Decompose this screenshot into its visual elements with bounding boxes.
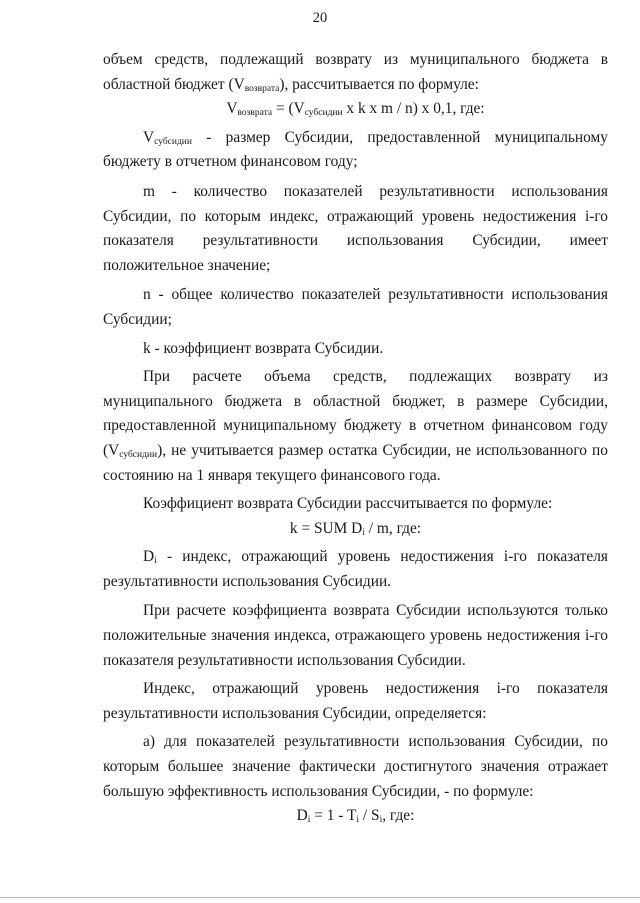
paragraph-calculation-note: При расчете объема средств, подлежащих возврату из муниципального бюджета в областной бюджет, в размере Субсидии, предоставленной муниципальному бюджету в отчетном финансовом году $(V_{субсидии})$, не учитывается размер остатка Субсидии, не использованного по состоянию на 1 января текущего финансового года. — [103, 368, 608, 484]
page-number: 20 — [312, 10, 328, 26]
definition-k: k - коэффициент возврата Субсидии. — [143, 339, 384, 357]
definition-d-index: $D_i$ - индекс, отражающий уровень недостижения i-го показателя результативности использования Субсидии. — [103, 548, 608, 590]
formula-index: $D_i = 1 - T_i / S_i$, где: — [296, 807, 415, 826]
paragraph-coefficient-intro: Коэффициент возврата Субсидии рассчитывается по формуле: — [143, 495, 553, 513]
formula-coefficient: k = SUM $D_i$ / m, где: — [289, 519, 422, 538]
page-bottom-edge — [0, 897, 640, 898]
formula-return-volume: $V_{возврата} = (V_{субсидии}$ x k x m / n) x 0,1, где: — [226, 100, 485, 119]
definition-n: n - общее количество показателей результативности использования Субсидии; — [103, 286, 608, 328]
document-body — [103, 48, 608, 829]
paragraph-positive-values: При расчете коэффициента возврата Субсидии используются только положительные значения индекса, отражающего уровень недостижения i-го показателя результативности использования Субсидии. — [103, 602, 608, 669]
paragraph-item-a: а) для показателей результативности использования Субсидии, по которым большее значение фактически достигнутого значения отражает большую эффективность использования Субсидии, - по формуле: — [103, 733, 608, 800]
paragraph-index-definition: Индекс, отражающий уровень недостижения i-го показателя результативности использования Субсидии, определяется: — [103, 680, 608, 722]
paragraph-volume-intro: объем средств, подлежащий возврату из муниципального бюджета в областной бюджет $(V_{возврата})$, рассчитывается по формуле: — [103, 51, 608, 94]
definition-m: m - количество показателей результативности использования Субсидии, по которым индекс, отражающий уровень недостижения i-го показателя результативности использования Субсидии, имеет положительное значение; — [103, 182, 608, 274]
definition-v-subsidy: $V_{субсидии}$ - размер Субсидии, предоставленной муниципальному бюджету в отчетном финансовом году; — [103, 128, 608, 171]
